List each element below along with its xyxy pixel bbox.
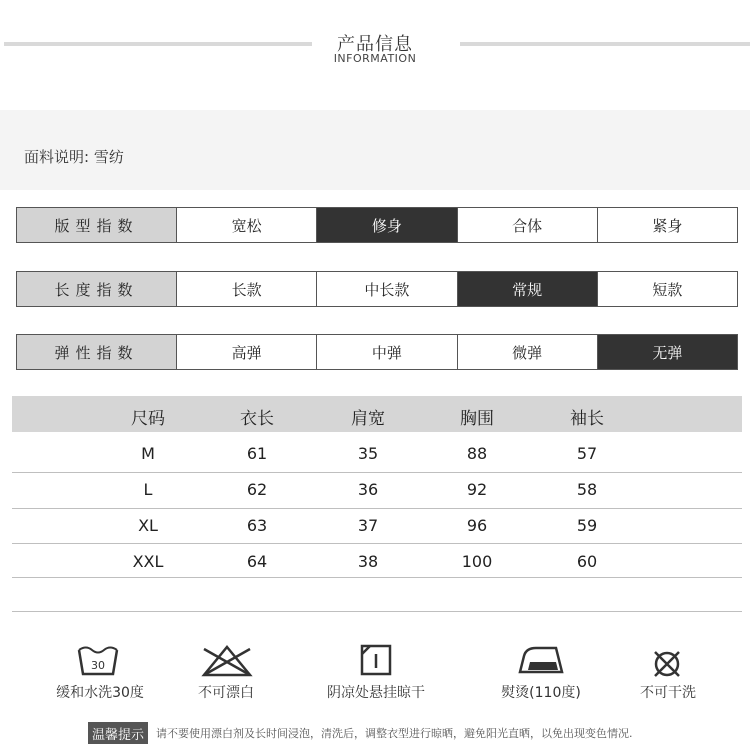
index-option: 短款 [652, 280, 683, 299]
index-label: 长度指数 [17, 272, 177, 306]
index-option: 宽松 [177, 208, 317, 242]
table-row-divider [12, 577, 742, 578]
index-option-selected: 修身 [317, 208, 457, 242]
table-row-divider [12, 472, 742, 473]
index-option: 中长款 [317, 272, 457, 306]
index-option-selected: 常规 [458, 272, 598, 306]
tip-text: 请不要使用漂白剂及长时间浸泡，清洗后，调整衣型进行晾晒，避免阳光直晒，以免出现变色情况. [156, 727, 633, 740]
index-option-selected: 无弹 [598, 335, 737, 369]
index-label: 弹性指数 [17, 335, 177, 369]
size-table-cell: 62 [246, 480, 268, 499]
tip-badge: 温馨提示 [88, 722, 148, 744]
index-option: 高弹 [177, 335, 317, 369]
size-table-cell: 58 [576, 480, 598, 499]
size-table-cell: 38 [357, 552, 379, 571]
size-table-size-cell: L [143, 480, 153, 499]
size-table-cell: 57 [576, 444, 598, 463]
size-table-header-cell: 肩宽 [351, 409, 385, 429]
size-table-cell: 35 [357, 444, 379, 463]
size-table-cell: 36 [357, 480, 379, 499]
index-option: 合体 [458, 208, 598, 242]
line-dry-shade-icon [360, 644, 392, 676]
size-table-cell: 88 [466, 444, 488, 463]
table-divider [12, 611, 742, 612]
index-option: 中弹 [317, 335, 457, 369]
size-table-cell: 63 [246, 516, 268, 535]
size-table-header-cell: 衣长 [240, 409, 274, 429]
care-label-iron: 熨烫(110度) [501, 685, 581, 701]
index-label: 版型指数 [17, 208, 177, 242]
size-table-cell: 37 [357, 516, 379, 535]
length-index-row [16, 271, 738, 307]
size-table-cell: 92 [466, 480, 488, 499]
elasticity-index-row [16, 334, 738, 370]
size-table-cell: 61 [246, 444, 268, 463]
table-row-divider [12, 508, 742, 509]
size-table-size-cell: XL [138, 516, 158, 535]
size-table-header-cell: 胸围 [460, 409, 494, 429]
index-option: 长款 [177, 272, 317, 306]
size-table-cell: 96 [466, 516, 488, 535]
size-table-size-cell: M [141, 444, 155, 463]
size-table-cell: 64 [246, 552, 268, 571]
size-table-cell: 100 [461, 552, 493, 571]
care-label-dryclean: 不可干洗 [640, 685, 696, 701]
wash-30-icon [76, 644, 120, 678]
index-option: 紧身 [652, 216, 683, 235]
no-bleach-icon [200, 644, 254, 678]
wash-temp-text: 30 [91, 659, 105, 672]
table-row-divider [12, 543, 742, 544]
size-table-header-cell: 袖长 [570, 409, 604, 429]
section-title: 产品信息 [337, 34, 413, 55]
fabric-description: 面料说明: 雪纺 [24, 148, 124, 166]
no-dry-clean-icon [651, 648, 683, 680]
iron-110-icon [516, 644, 566, 676]
size-table-header-cell: 尺码 [131, 409, 165, 429]
care-label-wash: 缓和水洗30度 [56, 685, 144, 701]
size-table-size-cell: XXL [132, 552, 164, 571]
size-table-cell: 60 [576, 552, 598, 571]
care-label-bleach: 不可漂白 [198, 685, 254, 701]
index-option: 微弹 [458, 335, 598, 369]
size-table-cell: 59 [576, 516, 598, 535]
section-subtitle: INFORMATION [333, 52, 417, 65]
fit-index-row [16, 207, 738, 243]
care-label-dry: 阴凉处悬挂晾干 [327, 685, 425, 701]
fabric-info-band [0, 110, 750, 190]
